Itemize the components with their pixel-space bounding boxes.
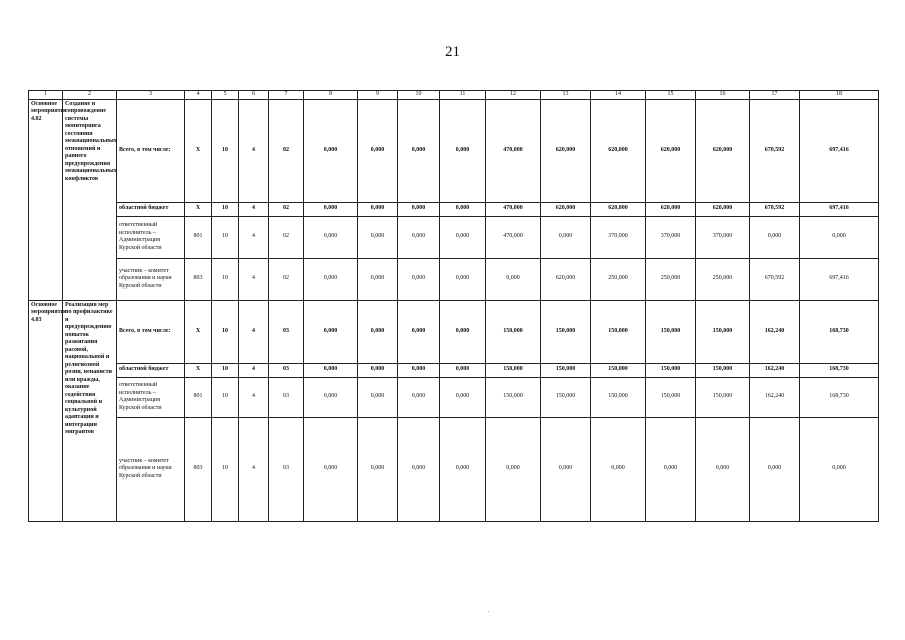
page-number: 21: [445, 44, 460, 60]
table-cell: 620,000: [696, 202, 750, 216]
table-cell: 02: [269, 202, 304, 216]
table-cell: 0,000: [304, 363, 358, 377]
table-cell: 4: [239, 216, 269, 258]
header-cell: 13: [541, 91, 591, 100]
table-cell: 150,000: [696, 377, 750, 417]
table-cell: 10: [212, 216, 239, 258]
table-cell: 10: [212, 377, 239, 417]
table-cell: 670,592: [750, 99, 800, 202]
table-cell: 0,000: [440, 216, 486, 258]
table-row: [29, 377, 879, 417]
table-cell: 0,000: [304, 258, 358, 300]
table-cell: 4: [239, 258, 269, 300]
table-cell: 0,000: [750, 417, 800, 521]
funding-source-label: областной бюджет: [117, 363, 185, 377]
table-cell: 803: [185, 417, 212, 521]
table-cell: 150,000: [541, 377, 591, 417]
table-cell: 4: [239, 99, 269, 202]
table-cell: 0,000: [440, 363, 486, 377]
table-cell: 250,000: [591, 258, 646, 300]
header-cell: 6: [239, 91, 269, 100]
table-cell: 0,000: [398, 99, 440, 202]
funding-source-label: участник – комитет образования и науки Курской области: [117, 417, 185, 521]
table-row: [29, 202, 879, 216]
table-cell: 03: [269, 377, 304, 417]
table-cell: 0,000: [440, 202, 486, 216]
table-cell: 470,000: [486, 216, 541, 258]
funding-source-label: областной бюджет: [117, 202, 185, 216]
funding-source-label: ответственный исполнитель – Администрация Курской области: [117, 377, 185, 417]
table-cell: 0,000: [591, 417, 646, 521]
header-cell: 11: [440, 91, 486, 100]
table-cell: 0,000: [358, 377, 398, 417]
activity-title: Основное мероприятие 4.02: [29, 99, 63, 300]
table-cell: 0,000: [646, 417, 696, 521]
header-cell: 9: [358, 91, 398, 100]
table-cell: 620,000: [646, 202, 696, 216]
table-cell: 02: [269, 216, 304, 258]
table-cell: 697,416: [800, 258, 879, 300]
table-cell: 250,000: [646, 258, 696, 300]
table-cell: 0,000: [304, 300, 358, 363]
header-row: [29, 91, 879, 100]
table-row: [29, 300, 879, 363]
table-cell: 150,000: [696, 363, 750, 377]
table-cell: 162,240: [750, 377, 800, 417]
header-cell: 14: [591, 91, 646, 100]
table-cell: 0,000: [440, 377, 486, 417]
table-cell: 620,000: [541, 99, 591, 202]
table-cell: 03: [269, 300, 304, 363]
table-cell: 620,000: [591, 202, 646, 216]
table-cell: 0,000: [398, 258, 440, 300]
table-cell: 02: [269, 258, 304, 300]
table-cell: 697,416: [800, 99, 879, 202]
table-row: [29, 216, 879, 258]
header-cell: 2: [63, 91, 117, 100]
table-cell: 10: [212, 363, 239, 377]
table-cell: 0,000: [358, 300, 398, 363]
table-cell: 150,000: [541, 300, 591, 363]
table-cell: 620,000: [541, 202, 591, 216]
table-cell: 4: [239, 377, 269, 417]
table-cell: 0,000: [358, 216, 398, 258]
table-cell: 801: [185, 377, 212, 417]
table-cell: 0,000: [750, 216, 800, 258]
table-row: [29, 363, 879, 377]
table-cell: 0,000: [398, 377, 440, 417]
header-cell: 10: [398, 91, 440, 100]
table-cell: 0,000: [541, 417, 591, 521]
table-cell: 370,000: [646, 216, 696, 258]
header-cell: 7: [269, 91, 304, 100]
activity-description: Создание и сопровождение системы мониторинга состояния межнациональных отношений и раннего предупреждения межнациональных конфликтов: [63, 99, 117, 300]
table-cell: 670,592: [750, 202, 800, 216]
table-cell: 0,000: [800, 216, 879, 258]
table-cell: 150,000: [591, 377, 646, 417]
table-cell: 162,240: [750, 363, 800, 377]
footer-mark: .: [488, 608, 490, 614]
table-cell: 150,000: [646, 377, 696, 417]
table-cell: 0,000: [304, 377, 358, 417]
table-cell: 0,000: [358, 258, 398, 300]
table-cell: 0,000: [398, 417, 440, 521]
table-cell: 150,000: [646, 363, 696, 377]
table-row: [29, 258, 879, 300]
table-cell: 0,000: [304, 202, 358, 216]
table-cell: 0,000: [358, 417, 398, 521]
table-cell: 0,000: [398, 202, 440, 216]
table-cell: 150,000: [646, 300, 696, 363]
table-cell: 4: [239, 363, 269, 377]
table-cell: 803: [185, 258, 212, 300]
table-cell: 10: [212, 258, 239, 300]
table-cell: 150,000: [696, 300, 750, 363]
table-cell: 0,000: [440, 300, 486, 363]
table-cell: 0,000: [304, 216, 358, 258]
table-cell: 150,000: [591, 300, 646, 363]
table-cell: 162,240: [750, 300, 800, 363]
table-cell: 03: [269, 363, 304, 377]
table-cell: 620,000: [696, 99, 750, 202]
table-cell: 168,730: [800, 377, 879, 417]
funding-source-label: Всего, в том числе:: [117, 300, 185, 363]
table-cell: 168,730: [800, 300, 879, 363]
header-cell: 3: [117, 91, 185, 100]
table-cell: 0,000: [486, 258, 541, 300]
table-cell: 0,000: [696, 417, 750, 521]
table-cell: X: [185, 300, 212, 363]
table-cell: 0,000: [304, 99, 358, 202]
table-cell: 0,000: [541, 216, 591, 258]
table-cell: 10: [212, 417, 239, 521]
header-cell: 16: [696, 91, 750, 100]
table-cell: 0,000: [358, 99, 398, 202]
table-cell: 03: [269, 417, 304, 521]
activity-title: Основное мероприятие 4.03: [29, 300, 63, 521]
header-cell: 1: [29, 91, 63, 100]
table-cell: 0,000: [304, 417, 358, 521]
table-cell: X: [185, 202, 212, 216]
header-cell: 4: [185, 91, 212, 100]
table-cell: 697,416: [800, 202, 879, 216]
table-cell: 150,000: [486, 300, 541, 363]
table-cell: 10: [212, 202, 239, 216]
table-cell: 470,000: [486, 202, 541, 216]
table-cell: 168,730: [800, 363, 879, 377]
activity-description: Реализация мер по профилактике и предупреждению попыток разжигания расовой, национальной и религиозной розни, ненависти или вражды, оказание содействия социальной и культурной адаптации и интеграции мигрантов: [63, 300, 117, 521]
table-cell: X: [185, 99, 212, 202]
table-cell: 0,000: [800, 417, 879, 521]
table-cell: 10: [212, 300, 239, 363]
header-cell: 5: [212, 91, 239, 100]
header-cell: 12: [486, 91, 541, 100]
table-row: [29, 99, 879, 202]
table-cell: 02: [269, 99, 304, 202]
table-cell: 370,000: [591, 216, 646, 258]
table-cell: 10: [212, 99, 239, 202]
header-cell: 15: [646, 91, 696, 100]
table-cell: 4: [239, 417, 269, 521]
table-cell: 150,000: [541, 363, 591, 377]
table-cell: 150,000: [486, 363, 541, 377]
table-row: [29, 417, 879, 521]
funding-source-label: ответственный исполнитель – Администрация Курской области: [117, 216, 185, 258]
table-cell: 0,000: [486, 417, 541, 521]
funding-source-label: участник – комитет образования и науки Курской области: [117, 258, 185, 300]
table-cell: 801: [185, 216, 212, 258]
table-cell: X: [185, 363, 212, 377]
table-cell: 0,000: [440, 258, 486, 300]
table-cell: 4: [239, 300, 269, 363]
budget-table: [28, 90, 879, 522]
funding-source-label: Всего, в том числе:: [117, 99, 185, 202]
table-cell: 0,000: [398, 300, 440, 363]
table-cell: 250,000: [696, 258, 750, 300]
table-cell: 0,000: [358, 202, 398, 216]
header-cell: 17: [750, 91, 800, 100]
table-cell: 0,000: [440, 99, 486, 202]
table-cell: 0,000: [358, 363, 398, 377]
table-cell: 150,000: [486, 377, 541, 417]
table-cell: 470,000: [486, 99, 541, 202]
table-cell: 150,000: [591, 363, 646, 377]
table-cell: 620,000: [541, 258, 591, 300]
table-cell: 4: [239, 202, 269, 216]
header-cell: 18: [800, 91, 879, 100]
header-cell: 8: [304, 91, 358, 100]
table-cell: 620,000: [646, 99, 696, 202]
table-cell: 0,000: [398, 363, 440, 377]
table-cell: 0,000: [440, 417, 486, 521]
table-cell: 370,000: [696, 216, 750, 258]
table-cell: 670,592: [750, 258, 800, 300]
table-cell: 0,000: [398, 216, 440, 258]
table-cell: 620,000: [591, 99, 646, 202]
